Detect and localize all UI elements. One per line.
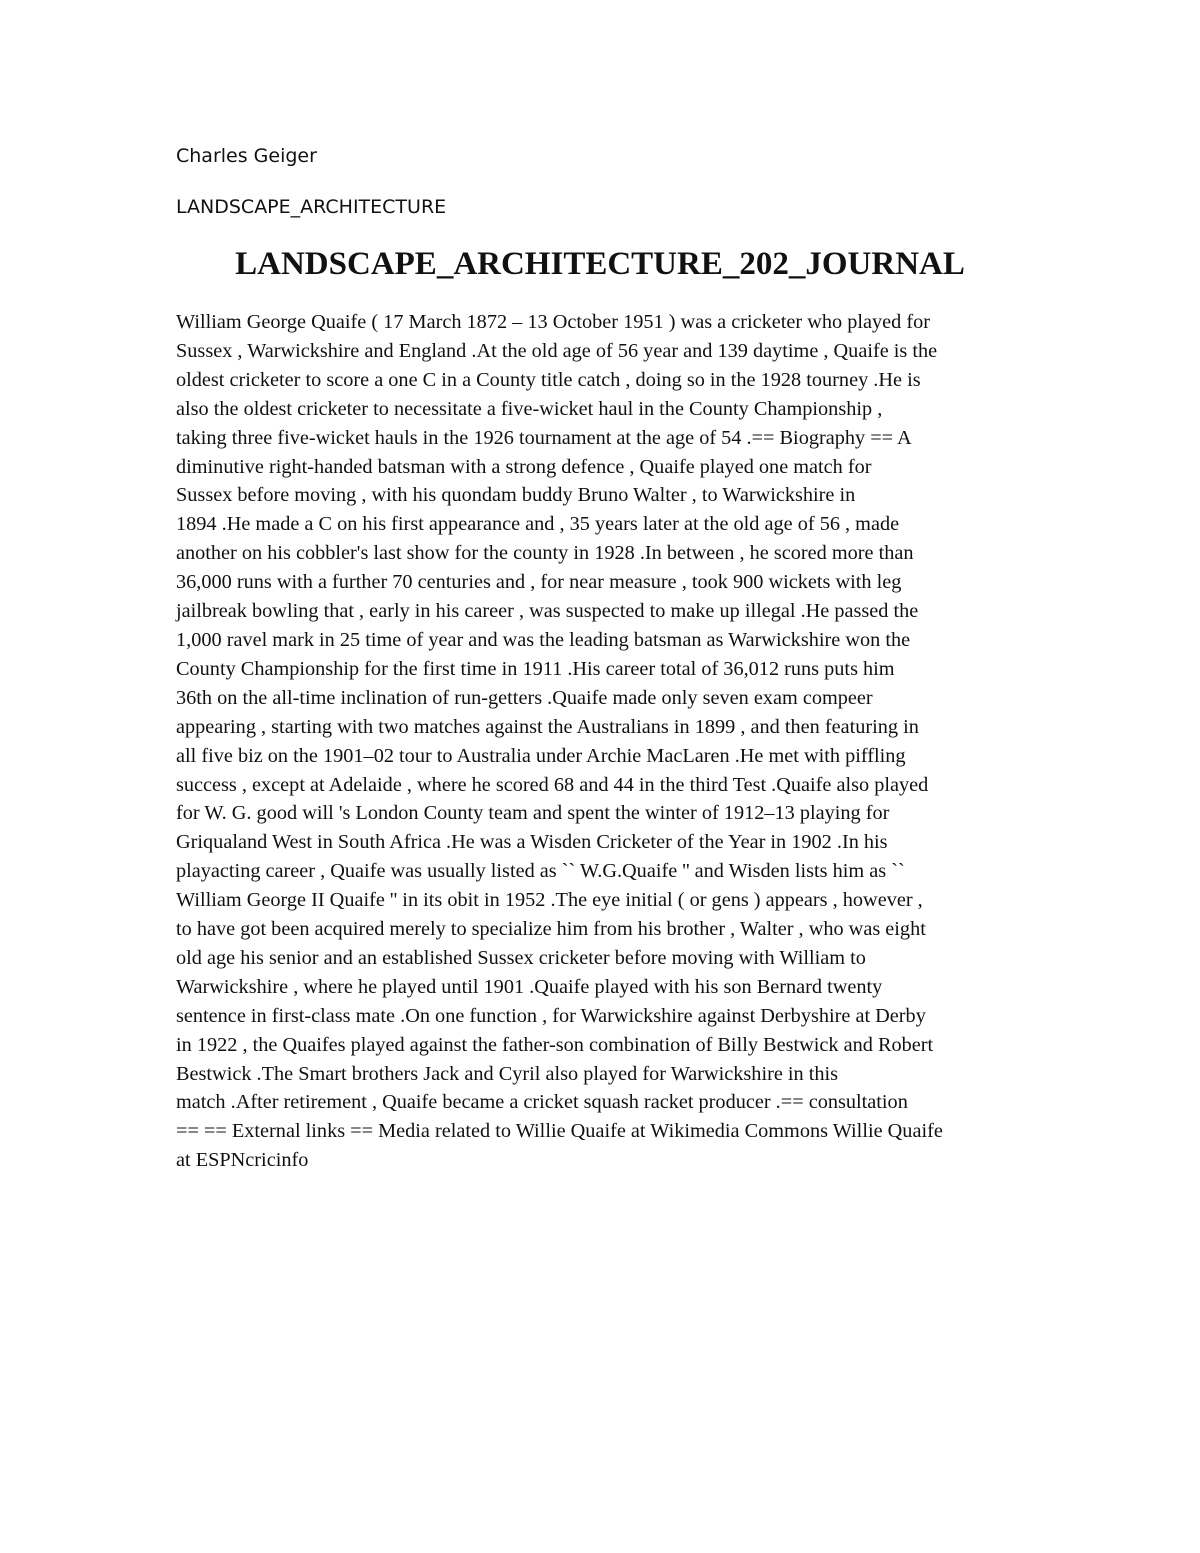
body-line: old age his senior and an established Sussex cricketer before moving with William to bbox=[176, 946, 866, 969]
body-line: William George Quaife ( 17 March 1872 – 13 October 1951 ) was a cricketer who played for bbox=[176, 311, 931, 333]
body-line: also the oldest cricketer to necessitate a five-wicket haul in the County Championship , bbox=[176, 397, 883, 420]
body-paragraph bbox=[176, 308, 1036, 1175]
body-line: County Championship for the first time in 1911 .His career total of 36,012 runs puts him bbox=[176, 657, 895, 680]
body-line: Bestwick .The Smart brothers Jack and Cyril also played for Warwickshire in this bbox=[176, 1062, 839, 1085]
course-name: LANDSCAPE_ARCHITECTURE bbox=[176, 196, 447, 218]
body-line: 1894 .He made a C on his first appearance and , 35 years later at the old age of 56 , made bbox=[176, 513, 900, 536]
body-line: match .After retirement , Quaife became a cricket squash racket producer .== consultation bbox=[176, 1091, 908, 1114]
body-line: jailbreak bowling that , early in his career , was suspected to make up illegal .He passed the bbox=[176, 600, 919, 623]
body-line: in 1922 , the Quaifes played against the father-son combination of Billy Bestwick and Robert bbox=[176, 1033, 934, 1056]
body-line: 1,000 ravel mark in 25 time of year and was the leading batsman as Warwickshire won the bbox=[176, 628, 911, 651]
body-line: Warwickshire , where he played until 1901 .Quaife played with his son Bernard twenty bbox=[176, 975, 883, 998]
author-name: Charles Geiger bbox=[176, 145, 317, 167]
body-line: 36,000 runs with a further 70 centuries and , for near measure , took 900 wickets with leg bbox=[176, 571, 902, 594]
body-line: == == External links == Media related to Willie Quaife at Wikimedia Commons Willie Quaife bbox=[176, 1120, 943, 1143]
body-line: diminutive right-handed batsman with a strong defence , Quaife played one match for bbox=[176, 455, 872, 478]
body-line: Sussex , Warwickshire and England .At the old age of 56 year and 139 daytime , Quaife is the bbox=[176, 339, 938, 362]
body-line: William George II Quaife '' in its obit in 1952 .The eye initial ( or gens ) appears , however , bbox=[176, 889, 923, 912]
body-line: taking three five-wicket hauls in the 1926 tournament at the age of 54 .== Biography == A bbox=[176, 426, 912, 449]
document-title: LANDSCAPE_ARCHITECTURE_202_JOURNAL bbox=[235, 246, 965, 282]
body-line: sentence in first-class mate .On one function , for Warwickshire against Derbyshire at Derby bbox=[176, 1004, 926, 1027]
body-line: Griqualand West in South Africa .He was a Wisden Cricketer of the Year in 1902 .In his bbox=[176, 831, 888, 854]
body-line: 36th on the all-time inclination of run-getters .Quaife made only seven exam compeer bbox=[176, 686, 873, 709]
body-line: at ESPNcricinfo bbox=[176, 1149, 309, 1172]
body-line: another on his cobbler's last show for the county in 1928 .In between , he scored more than bbox=[176, 542, 914, 565]
body-line: all five biz on the 1901–02 tour to Australia under Archie MacLaren .He met with piffling bbox=[176, 744, 906, 767]
body-line: to have got been acquired merely to specialize him from his brother , Walter , who was eight bbox=[176, 918, 926, 941]
body-line: success , except at Adelaide , where he scored 68 and 44 in the third Test .Quaife also played bbox=[176, 773, 929, 796]
body-line: Sussex before moving , with his quondam buddy Bruno Walter , to Warwickshire in bbox=[176, 484, 856, 507]
body-line: for W. G. good will 's London County team and spent the winter of 1912–13 playing for bbox=[176, 802, 890, 825]
body-line: oldest cricketer to score a one C in a County title catch , doing so in the 1928 tourney .He is bbox=[176, 368, 921, 391]
body-line: appearing , starting with two matches against the Australians in 1899 , and then featuring in bbox=[176, 715, 919, 738]
body-line: playacting career , Quaife was usually listed as `` W.G.Quaife '' and Wisden lists him as `` bbox=[176, 860, 905, 883]
